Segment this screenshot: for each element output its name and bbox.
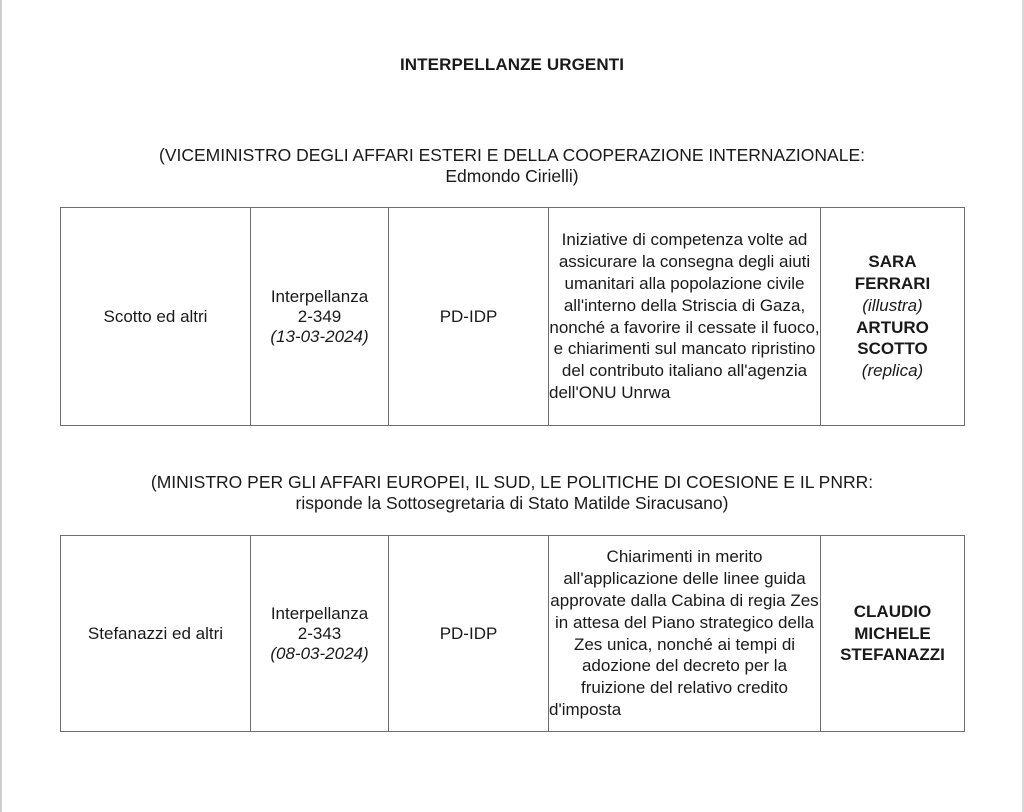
act-date: (08-03-2024) <box>270 643 369 663</box>
speaker-name: SCOTTO <box>857 339 928 359</box>
ministry-heading-line: risponde la Sottosegretaria di Stato Matilde Siracusano) <box>295 493 729 513</box>
interpellanza-table-1 <box>60 207 965 426</box>
table-row <box>61 536 965 732</box>
act-number: 2-343 <box>297 623 342 643</box>
act-date: (13-03-2024) <box>270 326 369 346</box>
speaker-role: (illustra) <box>862 295 923 315</box>
act-type: Interpellanza <box>270 286 369 306</box>
ministry-heading-line: (MINISTRO PER GLI AFFARI EUROPEI, IL SUD, LE POLITICHE DI COESIONE E IL PNRR: <box>150 472 874 492</box>
speakers-cell <box>821 536 965 732</box>
speaker-name: STEFANAZZI <box>840 645 945 665</box>
description-cell: Chiarimenti in merito all'applicazione delle linee guida approvate dalla Cabina di regia Zes in attesa del Piano strategico della Zes unica, nonché ai tempi di adozione del decreto per la fruizione del relativo credito d'imposta <box>549 536 821 732</box>
page-edge-left <box>0 0 2 812</box>
speaker-role: (replica) <box>861 361 924 381</box>
speaker-name: SARA <box>868 252 917 272</box>
act-cell <box>251 208 389 426</box>
ministry-heading-2 <box>0 472 1024 514</box>
speaker-name: FERRARI <box>854 273 931 293</box>
interpellanza-table-2 <box>60 535 965 732</box>
act-cell <box>251 536 389 732</box>
ministry-heading-1 <box>0 145 1024 187</box>
speaker-name: CLAUDIO <box>853 601 932 621</box>
ministry-heading-line: Edmondo Cirielli) <box>445 166 579 186</box>
presenters-cell: Scotto ed altri <box>61 208 251 426</box>
group-cell: PD-IDP <box>389 208 549 426</box>
ministry-heading-line: (VICEMINISTRO DEGLI AFFARI ESTERI E DELLA COOPERAZIONE INTERNAZIONALE: <box>159 145 865 165</box>
document-title: INTERPELLANZE URGENTI <box>399 55 625 74</box>
speaker-name: ARTURO <box>856 317 929 337</box>
table-row <box>61 208 965 426</box>
description-cell: Iniziative di competenza volte ad assicurare la consegna degli aiuti umanitari alla popolazione civile all'interno della Striscia di Gaza, nonché a favorire il cessate il fuoco, e chiarimenti sul mancato ripristino del contributo italiano all'agenzia dell'ONU Unrwa <box>549 208 821 426</box>
act-number: 2-349 <box>297 306 342 326</box>
act-type: Interpellanza <box>270 603 369 623</box>
speaker-name: MICHELE <box>854 623 931 643</box>
group-cell: PD-IDP <box>389 536 549 732</box>
speakers-cell <box>821 208 965 426</box>
presenters-cell: Stefanazzi ed altri <box>61 536 251 732</box>
